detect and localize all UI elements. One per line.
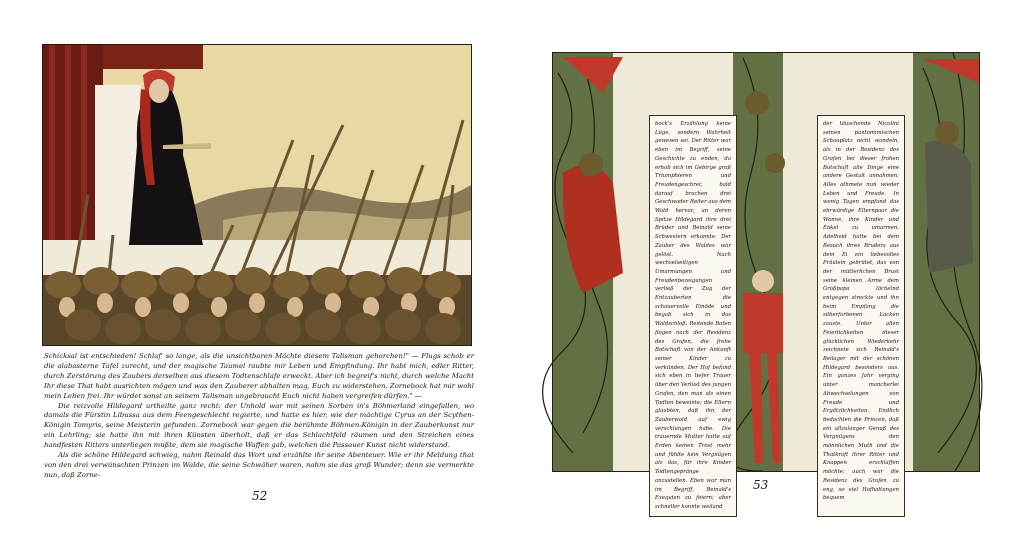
illustration-art	[43, 45, 471, 345]
paragraph: Schicksal ist entschieden! Schlaf' so lange, als die unsichtbaren Mächte diesem Talisman gehorchen!" — Flugs schob er die alabasterne Tafel zurecht, und der magische Taumel raubte mir Leben und Empfindung. Ihr habt mich, edler Ritter, durch Zerstörung des Zaubers derselben aus diesem Todtenschlafe erweckt. Aber ich begreif's nicht, durch welche Macht Ihr diese That habt ausrichten mögen und was den Zauberer abhalten mag, Euch zu widerstehen. Zornebock hat mir wohl mein Leben frei. Ihr würdet sonst an seinem Talisman ungebraucht Euch nicht haben vergreifen dürfen." —	[44, 352, 474, 400]
left-page-text	[44, 352, 474, 481]
paragraph: Als die schöne Hildegard schwieg, nahm Reinald das Wort und erzählte ihr seine Abenteuer. Wie er ihr Meldung that von den drei verwünschten Prinzen im Walde, die seine Schwäher waren, nahm sie das groß Wunder; denn sie vermerkte nun, daß Zorne-	[44, 451, 474, 479]
column-text: bock's Erzählung keine Lüge, sondern Wahrheit gewesen sei. Der Ritter war eben im Begriff, seine Geschichte zu enden, da erhob sich im Gebirge groß Triumphieren und Freudengeschrei; bald darauf brachen drei Geschwader Reiter aus dem Wald hervor, an deren Spitze Hildegard ihre drei Brüder und Reinald seine Schwestern erkannte. Der Zauber des Waldes war gelöst. Nach wechselseitigen Umarmungen und Freudenbezeigungen verließ der Zug der Entzauberten die schauervolle Einöde und begab sich in das Waldschloß. Reitende Boten flogen nach der Residenz des Grafen, die frohe Botschaft von der Ankunft seiner Kinder zu verkünden. Der Hof befand sich eben in tiefer Trauer über den Verlust des jungen Grafen, den man als einen Todten beweinte; die Eltern glaubten, daß ihn der Zauberwald auf ewig verschlungen habe. Die trauernde Mutter hatte auf Erden keinen Trost mehr und fühlte kein Vergnügen als das, für ihre Kinder Todtengepränge anzustellen. Eben war man im Begriff, Reinald's Exequien zu feiern; aber schneller konnte weiland	[655, 121, 731, 510]
text-column-right	[817, 115, 905, 517]
page-number: 53	[753, 478, 769, 492]
page-number: 52	[252, 489, 268, 503]
illustration-art	[553, 53, 979, 471]
text-column-left	[649, 115, 737, 517]
column-text: der täuschende Nicolini seinen pantomimischen Schauplatz nicht wandeln, als in der Residenz des Grafen bei dieser frohen Botschaft alle Dinge eine andere Gestalt annahmen: Alles athmete nun wieder Leben und Freude. In wenig Tagen empfand das ehrwürdige Elternpaar die Wonne, ihre Kinder und Enkel zu umarmen. Adelheid hatte bei dem Besuch ihres Bruders aus dem Ei ein liebevolles Fräulein gebrütet, das von der mütterlichen Brust seine kleinen Arme dem Großpapa lächelnd entgegen streckte und ihn beim Empfang die silberfarbenen Locken zauste. Unter allen Feierlichkeiten dieser glücklichen Wiederkehr zeichnete sich Reinald's Beilager mit der schönen Hildegard besonders aus. Ein ganzes Jahr verging unter mancherlei Abwechselungen von Freude und Ergötzlichkeiten. Endlich bedachten die Prinzen, daß ein allzulanger Genuß des Vergnügens den männlichen Muth und die Thatkraft ihrer Ritter und Knappen erschlaffen möchte; auch war die Residenz des Grafen zu eng, so viel Hofhaltungen bequem	[823, 121, 899, 502]
paragraph: Die reizvolle Hildegard urtheilte ganz recht: der Unhold war mit seinen Sorben in's Böhmerland eingefallen, wo damals die Fürstin Libussa aus dem Feengeschlecht regierte, und hatte es hier, wie der mächtige Cyrus an der Scythen-Königin Tomyris, seine Meisterin gefunden. Zornebock war gegen die berühmte Böhmen-Königin in der Zauberkunst nur ein Lehrling; sie hatte ihn mit ihren Künsten überholt, daß er das Schlachtfeld räumen und den Streichen eines handfesten Ritters unterliegen mußte, dem sie magische Waffen gab, welchen die Passauer Kunst nicht widerstand.	[44, 401, 474, 450]
right-page	[512, 0, 1024, 533]
illustration-sorceress-and-soldiers	[42, 44, 472, 346]
